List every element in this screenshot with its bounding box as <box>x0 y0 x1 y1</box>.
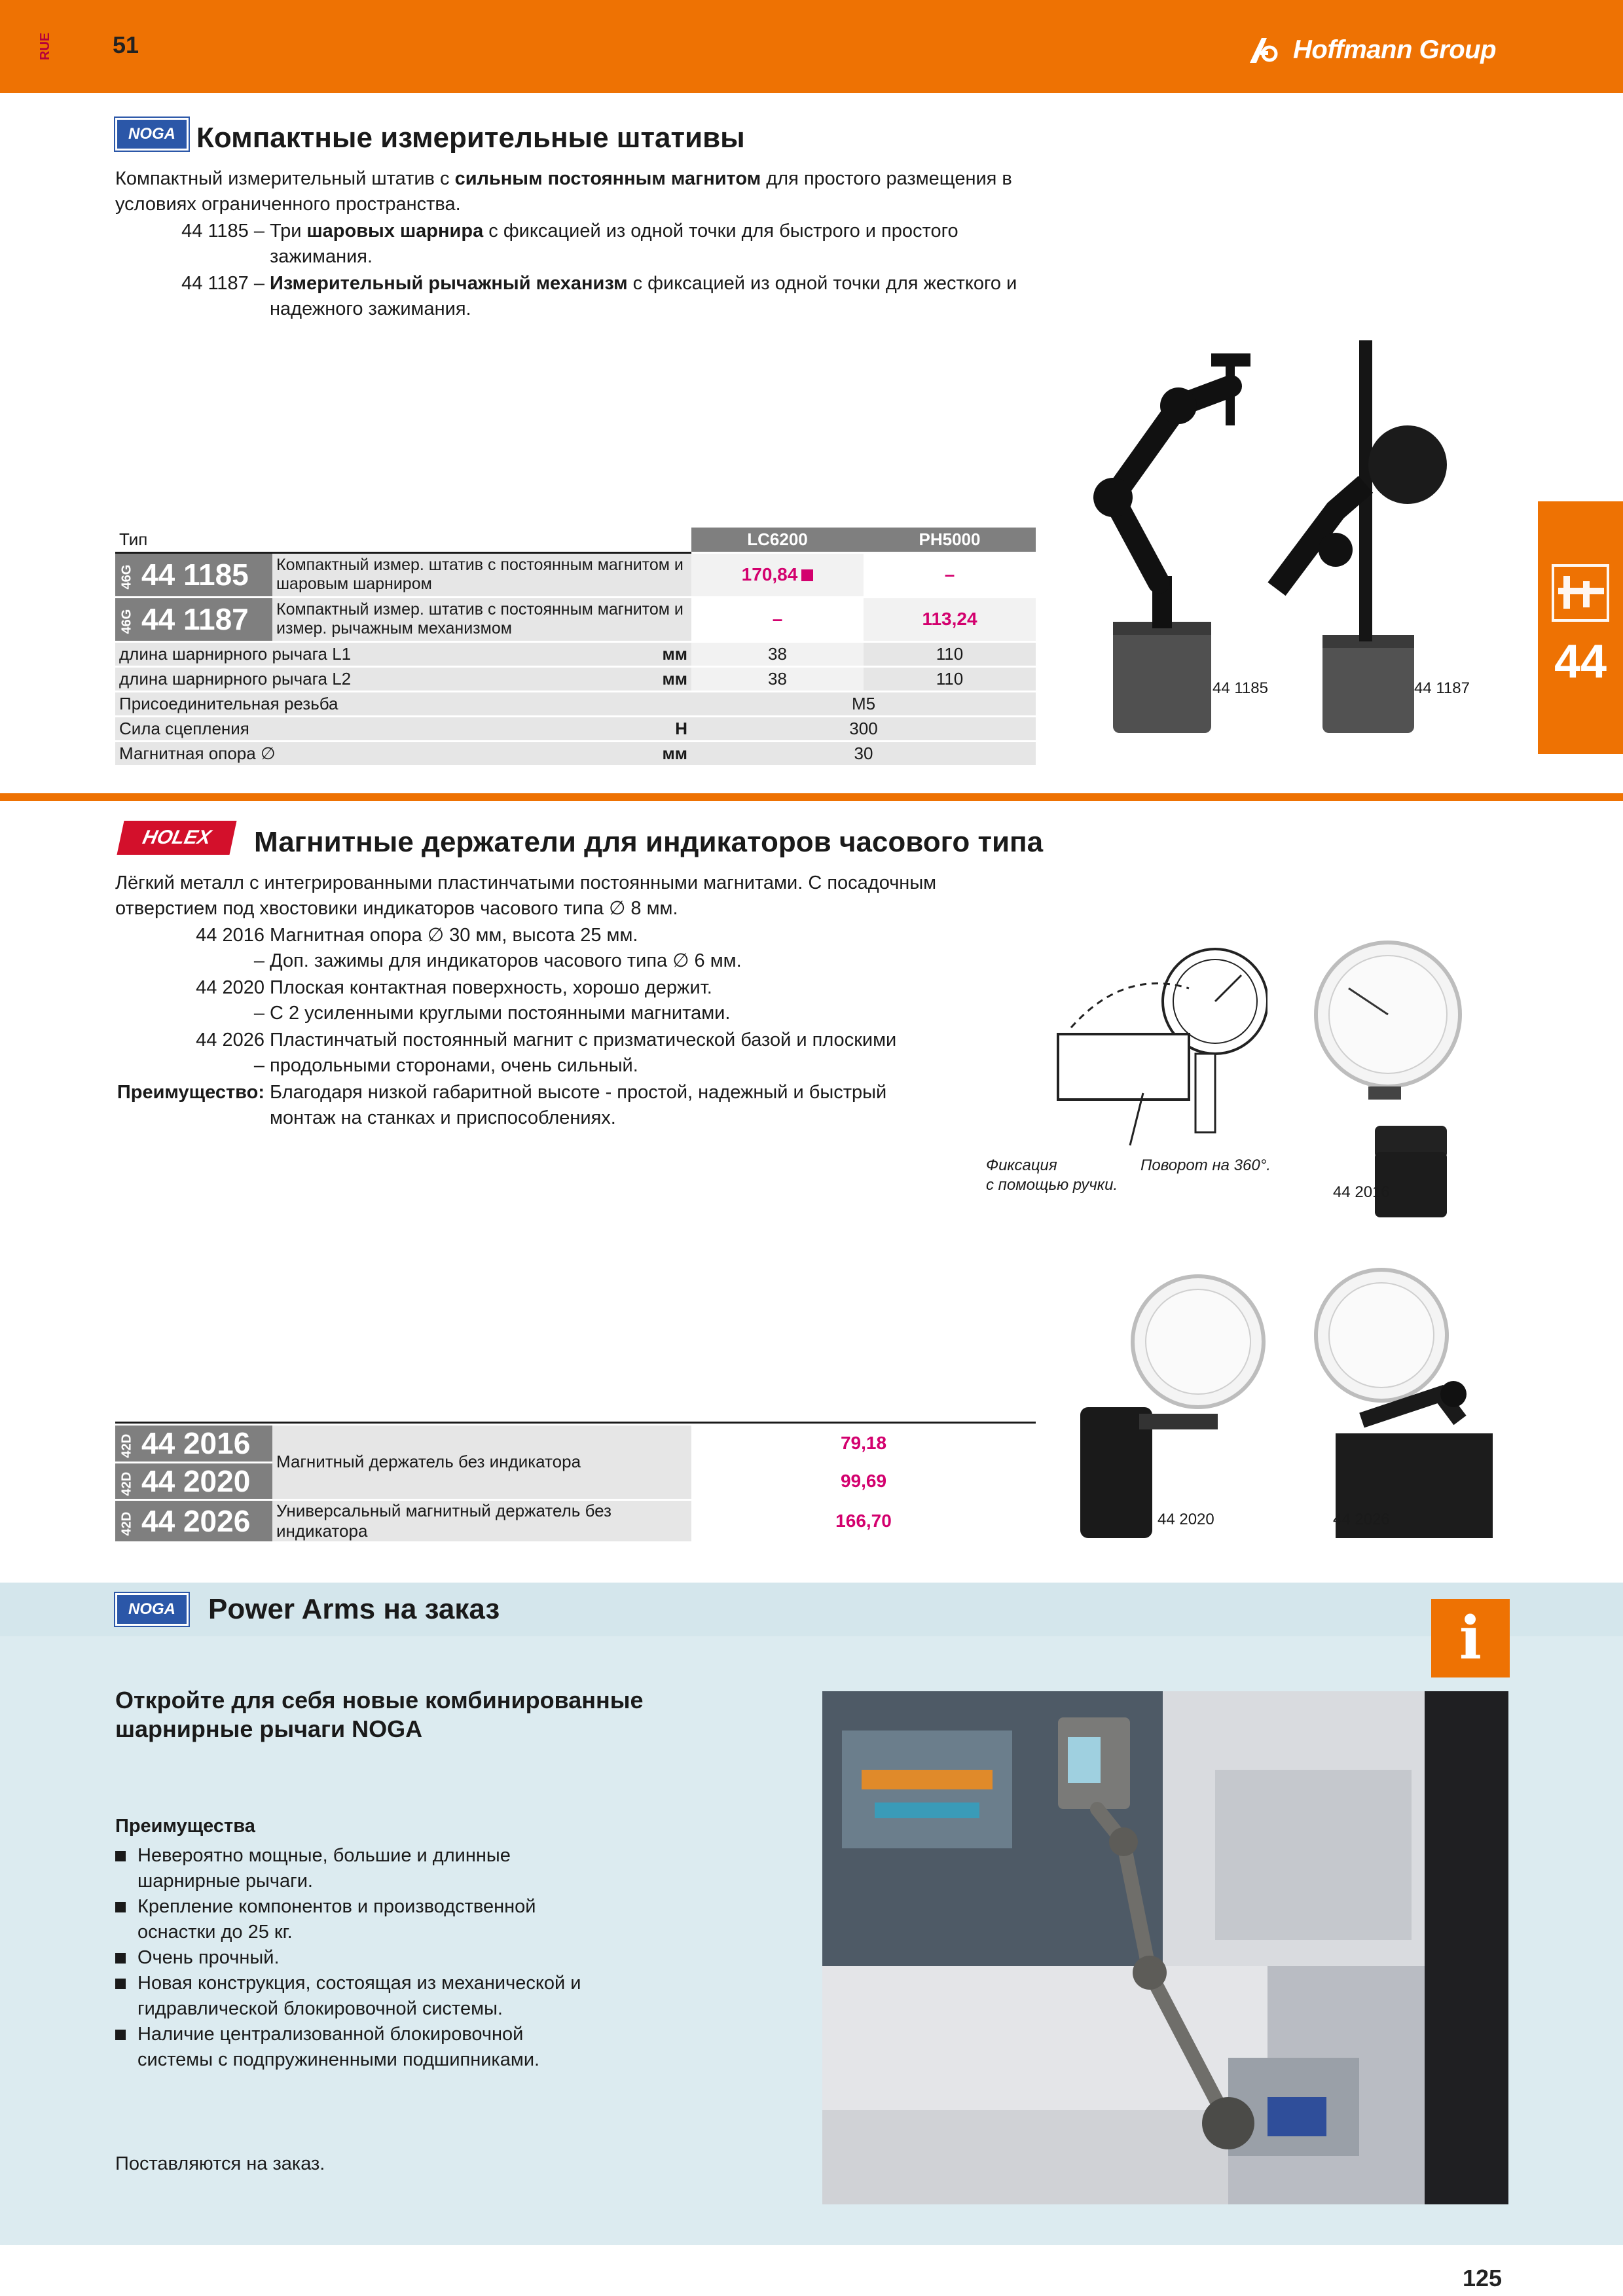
spec-label: Сила сцепления Н <box>115 716 691 741</box>
list-item: Невероятно мощные, большие и длинные шарнирные рычаги. <box>115 1843 587 1894</box>
section1-title: Компактные измерительные штативы <box>196 122 745 154</box>
col-header: PH5000 <box>864 528 1036 552</box>
product-desc: Компактный измер. штатив с постоянным магнитом и шаровым шарниром <box>272 552 691 597</box>
section1-item-1: 44 1185 – Три шаровых шарнира с фиксацией из одной точки для быстрого и простого зажимания. <box>181 221 958 267</box>
product-code: 46G 44 1185 <box>115 552 272 597</box>
product-image-442016 <box>1309 929 1480 1217</box>
page-number-top: 51 <box>113 31 139 58</box>
spec-value: 110 <box>864 666 1036 691</box>
list-item: Наличие централизованной блокировочной системы с подпружиненными подшипниками. <box>115 2022 587 2073</box>
power-arm-photo <box>822 1691 1508 2204</box>
caliper-icon <box>1549 562 1612 624</box>
price: 166,70 <box>691 1499 1036 1542</box>
list-item: Крепление компонентов и производственной оснастки до 25 кг. <box>115 1894 587 1945</box>
section3-subtitle: Откройте для себя новые комбинированные шарнирные рычаги NOGA <box>115 1687 644 1742</box>
chapter-number: 44 <box>1554 636 1607 688</box>
mounting-diagram <box>1045 936 1267 1152</box>
spec-value: M5 <box>691 691 1036 716</box>
advantages-heading: Преимущества <box>115 1816 255 1837</box>
product-image-442026 <box>1309 1263 1499 1545</box>
spec-label: Магнитная опора ∅ мм <box>115 741 691 766</box>
product-desc: Универсальный магнитный держатель без индикатора <box>272 1499 691 1542</box>
stock-marker-icon <box>801 569 813 581</box>
section2-item-2: 44 2020 – Плоская контактная поверхность, хорошо держит. С 2 усиленными круглыми постоянными магнитами. <box>196 977 731 1024</box>
language-code: RUE <box>38 32 52 60</box>
product-code: 42D 44 2020 <box>115 1462 272 1499</box>
holex-logo: HOLEX <box>117 821 236 855</box>
product-desc: Компактный измер. штатив с постоянным магнитом и измер. рычажным механизмом <box>272 597 691 641</box>
spec-label: длина шарнирного рычага L2 мм <box>115 666 691 691</box>
product-code: 42D 44 2016 <box>115 1426 272 1462</box>
price: – <box>691 597 864 641</box>
hoffmann-logo[interactable] <box>1247 31 1496 68</box>
noga-logo: NOGA <box>115 118 189 151</box>
spec-value: 38 <box>691 666 864 691</box>
table-row[interactable] <box>115 1426 1036 1462</box>
caption-442026: 44 2026 <box>1333 1511 1390 1528</box>
caption-442016: 44 2016 <box>1333 1183 1390 1201</box>
spec-value: 300 <box>691 716 1036 741</box>
spec-value: 110 <box>864 641 1036 666</box>
spec-row <box>115 666 1036 691</box>
order-note: Поставляются на заказ. <box>115 2153 325 2174</box>
spec-label: длина шарнирного рычага L1 мм <box>115 641 691 666</box>
product-desc: Магнитный держатель без индикатора <box>272 1426 691 1499</box>
table-row[interactable] <box>115 1499 1036 1542</box>
caption-441185: 44 1185 <box>1213 679 1268 697</box>
section2-intro: Лёгкий металл с интегрированными пластинчатыми постоянными магнитами. С посадочным отверстием под хвостовики индикаторов часового типа ∅ 8 мм. <box>115 872 937 919</box>
section2-item-3: 44 2026 – Пластинчатый постоянный магнит с призматической базой и плоскими продольными сторонами, очень сильный. <box>196 1030 897 1076</box>
product-code: 42D 44 2026 <box>115 1499 272 1542</box>
spec-row <box>115 716 1036 741</box>
table-header <box>115 528 1036 552</box>
product-image-441187 <box>1237 340 1512 733</box>
table-row[interactable] <box>115 552 1036 597</box>
section1-intro: Компактный измерительный штатив с сильным постоянным магнитом для простого размещения в условиях ограниченного пространства. <box>115 168 1012 215</box>
section1-item-2: 44 1187 – Измерительный рычажный механизм с фиксацией из одной точки для жесткого и надежного зажимания. <box>181 273 1017 319</box>
noga-logo: NOGA <box>115 1593 189 1626</box>
price: 99,69 <box>691 1462 1036 1499</box>
table-top-rule <box>115 1422 1036 1424</box>
price: 113,24 <box>864 597 1036 641</box>
product-image-442020 <box>1074 1263 1270 1545</box>
price: 170,84 <box>691 552 864 597</box>
diagram-label-rotate: Поворот на 360°. <box>1140 1157 1271 1174</box>
list-item: Новая конструкция, состоящая из механической и гидравлической блокировочной системы. <box>115 1971 587 2022</box>
section3-title: Power Arms на заказ <box>208 1593 500 1625</box>
spec-row <box>115 691 1036 716</box>
brand-name: Hoffmann Group <box>1293 35 1497 64</box>
spec-row <box>115 741 1036 766</box>
type-label: Тип <box>115 528 691 552</box>
section2-title: Магнитные держатели для индикаторов часового типа <box>254 826 1044 858</box>
section1-table <box>115 528 1036 767</box>
diagram-label-fix: Фиксация с помощью ручки. <box>986 1157 1118 1194</box>
price: 79,18 <box>691 1426 1036 1462</box>
section2-table <box>115 1426 1036 1543</box>
caption-441187: 44 1187 <box>1414 679 1470 697</box>
advantages-list <box>115 1843 587 2073</box>
info-icon[interactable]: i <box>1431 1599 1510 1677</box>
chapter-tab[interactable] <box>1538 501 1623 754</box>
section-divider <box>0 793 1623 801</box>
caption-442020: 44 2020 <box>1158 1511 1214 1528</box>
col-header: LC6200 <box>691 528 864 552</box>
hoffmann-logo-icon <box>1247 34 1289 65</box>
list-item: Очень прочный. <box>115 1945 587 1971</box>
section2-advantage: Преимущество: Благодаря низкой габаритной высоте - простой, надежный и быстрый монтаж на станках и приспособлениях. <box>117 1082 887 1128</box>
price: – <box>864 552 1036 597</box>
section2-item-1: 44 2016 – Магнитная опора ∅ 30 мм, высота 25 мм. Доп. зажимы для индикаторов часового типа ∅ 6 мм. <box>196 925 742 971</box>
spec-value: 38 <box>691 641 864 666</box>
page-number: 125 <box>1463 2265 1503 2291</box>
spec-label: Присоединительная резьба <box>115 691 691 716</box>
spec-value: 30 <box>691 741 1036 766</box>
spec-row <box>115 641 1036 666</box>
table-row[interactable] <box>115 597 1036 641</box>
product-code: 46G 44 1187 <box>115 597 272 641</box>
